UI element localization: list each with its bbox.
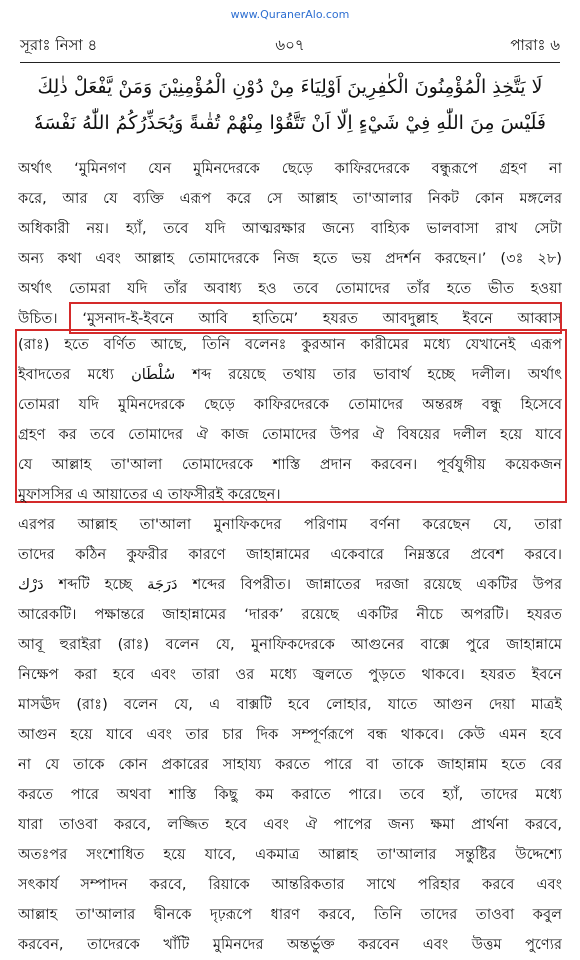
header-divider (20, 62, 560, 63)
text-line: ইবাদতের মধ্যে سُلْطَان শব্দ রয়েছে তথায় তার ভাবার্থ হচ্ছে দলীল। অর্থাৎ (18, 366, 562, 383)
text-line: আগুন হয়ে যাবে এবং তার চার দিক সম্পূর্ণরূপে বন্ধ থাকবে। কেউ এমন হবে (18, 726, 562, 743)
text-line: অর্থাৎ ‘মুমিনগণ যেন মুমিনদেরকে ছেড়ে কাফিরদেরকে বন্ধুরূপে গ্রহণ না (18, 160, 562, 177)
paragraph-highlighted (18, 330, 562, 510)
text-line: অতঃপর সংশোধিত হয়ে যাবে, একমাত্র আল্লাহ তা'আলার সন্তুষ্টির উদ্দেশ্যে (18, 846, 562, 863)
text-line: না যে তাকে কোন প্রকারের সাহায্য করতে পারে বা তাকে জাহান্নাম হতে বের (18, 756, 562, 773)
text-line: আবূ হুরাইরা (রাঃ) বলেন যে, মুনাফিকদেরকে আগুনের বাক্সে পুরে জাহান্নামে (18, 636, 562, 653)
text-line: (রাঃ) হতে বর্ণিত আছে, তিনি বলেনঃ কুরআন কারীমের মধ্যে যেখানেই এরূপ (18, 336, 562, 353)
text-line: সৎকার্য সম্পাদন করবে, রিয়াকে আন্তরিকতার সাথে পরিহার করবে এবং (18, 876, 562, 893)
text-line: যারা তাওবা করবে, লজ্জিত হবে এবং ঐ পাপের জন্য ক্ষমা প্রার্থনা করবে, (18, 816, 562, 833)
paragraph-commentary (18, 510, 562, 960)
page-number: ৬০৭ (275, 36, 305, 54)
text-line: অধিকারী নয়। হ্যাঁ, তবে যদি আত্মরক্ষার জন্যে বাহ্যিক ভালবাসা রাখ সেটা (18, 220, 562, 237)
text-line: মাসঊদ (রাঃ) বলেন যে, এ বাক্সটি হবে লোহার, যাতে আগুন দেয়া মাত্রই (18, 696, 562, 713)
arabic-verse-line-1: لَا يَتَّخِذِ الْمُؤْمِنُونَ الْكٰفِرِينَ اَوْلِيَاءَ مِنْ دُوْنِ الْمُؤْمِنِيْنَ وَمَنْ يَّفْعَلْ ذٰلِكَ (37, 76, 543, 98)
text-line: নিক্ষেপ করা হবে এবং তারা ওর মধ্যে জ্বলতে পুড়তে থাকবে। হযরত ইবনে (18, 666, 562, 683)
text-line: তোমরা যদি মুমিনদেরকে ছেড়ে কাফিরদেরকে তোমাদের অন্তরঙ্গ বন্ধু হিসেবে (18, 396, 562, 413)
para-number: পারাঃ ৬ (510, 36, 560, 54)
text-line: করতে পারে অথবা শাস্তি কিছু কম করাতে পারে। তবে হ্যাঁ, তাদের মধ্যে (18, 786, 562, 803)
text-line: উচিত। ‘মুসনাদ-ই-ইবনে আবি হাতিমে’ হযরত আবদুল্লাহ ইবনে আব্বাস (18, 310, 562, 327)
text-line: করে, আর যে ব্যক্তি এরূপ করে সে আল্লাহ তা'আলার নিকট কোন মঙ্গলের (18, 190, 562, 207)
text-line: এরপর আল্লাহ তা'আলা মুনাফিকদের পরিণাম বর্ণনা করেছেন যে, তারা (18, 516, 562, 533)
surah-name: সূরাঃ নিসা ৪ (20, 36, 98, 54)
text-line: আল্লাহ তা'আলার দ্বীনকে দৃঢ়রূপে ধারণ করবে, তিনি তাদের তাওবা কবুল (18, 906, 562, 923)
text-line: মুফাসসির এ আয়াতের এ তাফসীরই করেছেন। (18, 486, 281, 503)
page-header (20, 34, 560, 60)
text-line: دَرْك শব্দটি হচ্ছে دَرَجَة শব্দের বিপরীত। জান্নাতের দরজা রয়েছে একটির উপর (18, 576, 562, 593)
text-line: অন্য কথা এবং আল্লাহ তোমাদেরকে নিজ হতে ভয় প্রদর্শন করছেন।’ (৩ঃ ২৮) (18, 250, 562, 267)
text-line: তাদের কঠিন কুফরীর কারণে জাহান্নামের একেবারে নিম্নস্তরে প্রবেশ করবে। (18, 546, 562, 563)
text-line: যে আল্লাহ তা'আলা তোমাদেরকে শাস্তি প্রদান করবেন। পূর্বযুগীয় কয়েকজন (18, 456, 562, 473)
text-line: আরেকটি। পক্ষান্তরে জাহান্নামের ‘দারক’ রয়েছে একটির নীচে অপরটি। হযরত (18, 606, 562, 623)
site-url: www.QuranerAlo.com (230, 8, 350, 21)
text-line: করবেন, তাদেরকে খাঁটি মুমিনদের অন্তর্ভুক্ত করবেন এবং উত্তম পুণ্যের (18, 936, 562, 953)
text-line: গ্রহণ কর তবে তোমাদের ঐ কাজ তোমাদের উপর ঐ বিষয়ের দলীল হয়ে যাবে (18, 426, 562, 443)
text-line: অর্থাৎ তোমরা যদি তাঁর অবাধ্য হও তবে তোমাদের তাঁর হতে ভীত হওয়া (18, 280, 562, 297)
arabic-verse-line-2: فَلَيْسَ مِنَ اللّٰهِ فِيْ شَيْءٍ اِلَّا اَنْ تَتَّقُوْا مِنْهُمْ تُقٰىةً وَيُحَذِّرُكُمُ اللّٰهُ نَفْسَهٗ (34, 112, 546, 134)
